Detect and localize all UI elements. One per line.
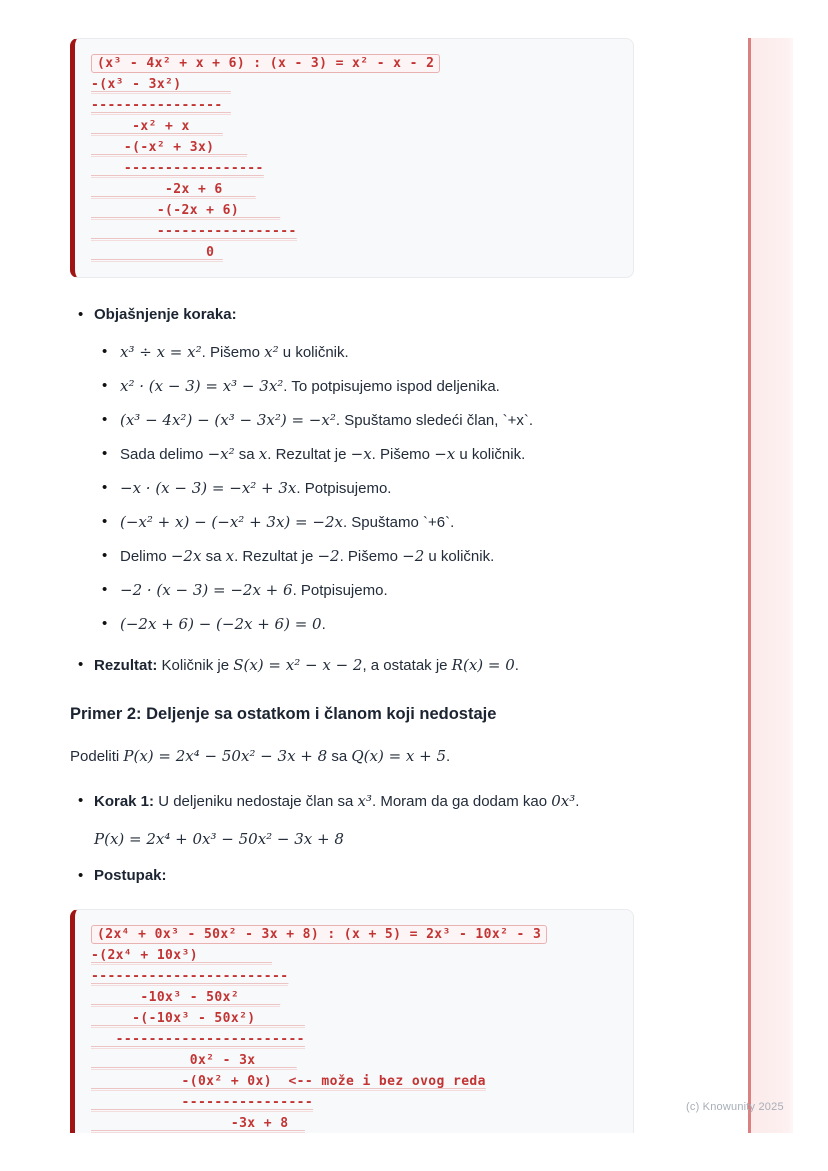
code-line: ----------------- bbox=[91, 224, 297, 239]
math-expression: −2 bbox=[317, 547, 340, 565]
math-expression: x² · (x − 3) = x³ − 3x² bbox=[120, 377, 284, 395]
result-item bbox=[70, 654, 730, 677]
division-worksheet-2 bbox=[70, 909, 634, 1133]
code-line: (2x⁴ + 0x³ - 50x² - 3x + 8) : (x + 5) = 2x³ - 10x² - 3 bbox=[91, 924, 617, 945]
explanation-step: • (x³ − 4x²) − (x³ − 3x²) = −x². Spuštamo sledeći član, `+x`. bbox=[120, 409, 730, 432]
result-label: Rezultat: bbox=[94, 657, 158, 674]
intro-paragraph: Podeliti P(x) = 2x⁴ − 50x² − 3x + 8 sa Q(x) = x + 5. bbox=[70, 747, 451, 765]
math-expression: −x bbox=[350, 445, 372, 463]
code-line: -x² + x bbox=[91, 119, 223, 134]
math-expression: x bbox=[258, 445, 268, 463]
main-bullet-list bbox=[70, 304, 730, 677]
code-line: 0 bbox=[91, 245, 223, 260]
math-expression: −x² bbox=[207, 445, 235, 463]
step1-label: Korak 1: bbox=[94, 793, 155, 810]
copyright-watermark: (c) Knowunity 2025 bbox=[686, 1101, 784, 1113]
math-expression: (−2x + 6) − (−2x + 6) = 0 bbox=[120, 615, 322, 633]
code-line: -(-10x³ - 50x²) bbox=[91, 1011, 305, 1026]
page-content bbox=[70, 38, 730, 1133]
division-worksheet-1 bbox=[70, 38, 634, 278]
explanation-step: • Sada delimo −x² sa x. Rezultat je −x. Pišemo −x u količnik. bbox=[120, 443, 730, 466]
code-line: ---------------- bbox=[91, 98, 231, 113]
math-expression: x³ ÷ x = x² bbox=[120, 343, 202, 361]
math-expression: −2 · (x − 3) = −2x + 6 bbox=[120, 581, 293, 599]
math-expression: 0x³ bbox=[551, 792, 576, 810]
math-expression: x² bbox=[264, 343, 279, 361]
padded-polynomial-formula bbox=[94, 828, 730, 851]
math-expression: −x bbox=[434, 445, 456, 463]
code-line: 0x² - 3x bbox=[91, 1053, 297, 1068]
step1-text: U deljeniku nedostaje član sa x³. Moram da ga dodam kao 0x³. bbox=[154, 792, 580, 810]
explanation-step: • (−x² + x) − (−x² + 3x) = −2x. Spuštamo `+6`. bbox=[120, 511, 730, 534]
code-line: -10x³ - 50x² bbox=[91, 990, 281, 1005]
code-line: ----------------- bbox=[91, 161, 264, 176]
explanation-step: • −2 · (x − 3) = −2x + 6. Potpisujemo. bbox=[120, 579, 730, 602]
math-expression: (x³ − 4x²) − (x³ − 3x²) = −x² bbox=[120, 411, 336, 429]
math-expression: −x · (x − 3) = −x² + 3x bbox=[120, 479, 297, 497]
section-heading: Primer 2: Deljenje sa ostatkom i članom koji nedostaje bbox=[70, 705, 497, 723]
code-line: ---------------- bbox=[91, 1095, 314, 1110]
result-text: Količnik je S(x) = x² − x − 2, a ostatak je R(x) = 0. bbox=[157, 656, 519, 674]
code-line: -(-x² + 3x) bbox=[91, 140, 248, 155]
math-expression: P(x) = 2x⁴ − 50x² − 3x + 8 bbox=[123, 747, 328, 765]
math-expression: x bbox=[225, 547, 235, 565]
math-expression: (−x² + x) − (−x² + 3x) = −2x bbox=[120, 513, 343, 531]
math-expression: x³ bbox=[357, 792, 372, 810]
procedure-item bbox=[70, 865, 730, 887]
explanation-step: • −x · (x − 3) = −x² + 3x. Potpisujemo. bbox=[120, 477, 730, 500]
code-line: -2x + 6 bbox=[91, 182, 256, 197]
code-line: (x³ - 4x² + x + 6) : (x - 3) = x² - x - 2 bbox=[91, 53, 617, 74]
explanation-step: • x³ ÷ x = x². Pišemo x² u količnik. bbox=[120, 341, 730, 364]
code-line: ------------------------ bbox=[91, 969, 289, 984]
accent-strip bbox=[748, 38, 793, 1133]
explanation-step: • (−2x + 6) − (−2x + 6) = 0. bbox=[120, 613, 730, 636]
code-line: -3x + 8 bbox=[91, 1116, 305, 1131]
code-line: ----------------------- bbox=[91, 1032, 305, 1047]
step1-item bbox=[70, 790, 730, 851]
code-line: -(-2x + 6) bbox=[91, 203, 281, 218]
explanation-steps-list bbox=[94, 341, 730, 636]
math-expression: P(x) = 2x⁴ + 0x³ − 50x² − 3x + 8 bbox=[94, 830, 344, 848]
math-expression: −2 bbox=[402, 547, 425, 565]
code-line: -(x³ - 3x²) bbox=[91, 77, 231, 92]
explanation-step: • x² · (x − 3) = x³ − 3x². To potpisujemo ispod deljenika. bbox=[120, 375, 730, 398]
procedure-label: Postupak: bbox=[94, 867, 167, 884]
code-line: -(2x⁴ + 10x³) bbox=[91, 948, 272, 963]
explanation-title: Objašnjenje koraka: bbox=[94, 306, 237, 323]
explanation-step: • Delimo −2x sa x. Rezultat je −2. Pišemo −2 u količnik. bbox=[120, 545, 730, 568]
math-expression: Q(x) = x + 5 bbox=[351, 747, 447, 765]
math-expression: S(x) = x² − x − 2 bbox=[233, 656, 363, 674]
math-expression: R(x) = 0 bbox=[451, 656, 515, 674]
procedure-bullet-list bbox=[70, 790, 730, 887]
explanation-item bbox=[70, 304, 730, 636]
code-line: -(0x² + 0x) <-- može i bez ovog reda bbox=[91, 1074, 486, 1089]
math-expression: −2x bbox=[170, 547, 202, 565]
